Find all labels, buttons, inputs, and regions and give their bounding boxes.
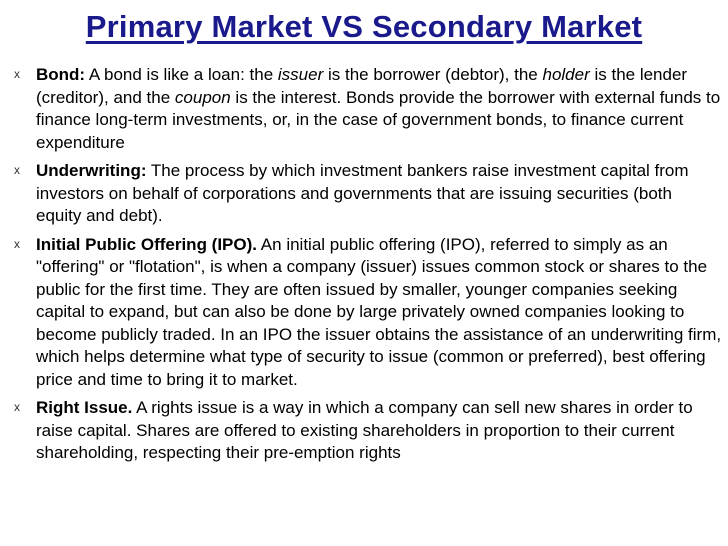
bullet-text: An initial public offering (IPO), referred to simply as an "offering" or "flotation", is when a company (issuer) issues common stock or shares to the public for the first time. They are often issued by smaller, younger companies seeking capital to expand, but can also be done by large privately owned companies looking to become publicly traded. In an IPO the issuer obtains the assistance of an underwriting firm, which helps determine what type of security to issue (common or preferred), best offering price and time to bring it to market. (36, 234, 722, 389)
bullet-item-ipo (14, 234, 722, 392)
bullet-text: is the borrower (debtor), the (323, 65, 543, 84)
bullet-emphasis: issuer (277, 65, 324, 84)
bullet-text: is the lender (creditor), and the (36, 65, 688, 107)
slide-title: Primary Market VS Secondary Market (85, 9, 643, 44)
bullet-term: Right Issue. (36, 398, 133, 417)
bullet-item-bond (14, 64, 722, 154)
bullet-marker-icon: x (14, 163, 20, 177)
bullet-text: A bond is like a loan: the (85, 65, 278, 84)
bullet-marker-icon: x (14, 67, 20, 81)
bullet-term: Underwriting: (36, 161, 147, 180)
bullet-item-right-issue (14, 397, 722, 465)
bullet-list (14, 64, 722, 471)
bullet-term: Initial Public Offering (IPO). (36, 234, 258, 254)
bullet-emphasis: coupon (174, 87, 231, 107)
bullet-text: The process by which investment bankers raise investment capital from investors on behalf of corporations and governments that are issuing securities (both equity and debt). (36, 161, 689, 225)
bullet-term: Bond: (36, 65, 86, 84)
bullet-text: A rights issue is a way in which a company can sell new shares in order to raise capital. Shares are offered to existing shareholders in proportion to their current shareholding, respecting their pre-emption rights (36, 398, 693, 462)
bullet-emphasis: holder (542, 65, 590, 84)
bullet-marker-icon: x (14, 236, 20, 251)
bullet-item-underwriting (14, 160, 722, 228)
bullet-marker-icon: x (14, 400, 20, 414)
bullet-text: is the interest. Bonds provide the borrower with external funds to finance long-term investments, or, in the case of government bonds, to finance current expenditure (36, 87, 721, 152)
